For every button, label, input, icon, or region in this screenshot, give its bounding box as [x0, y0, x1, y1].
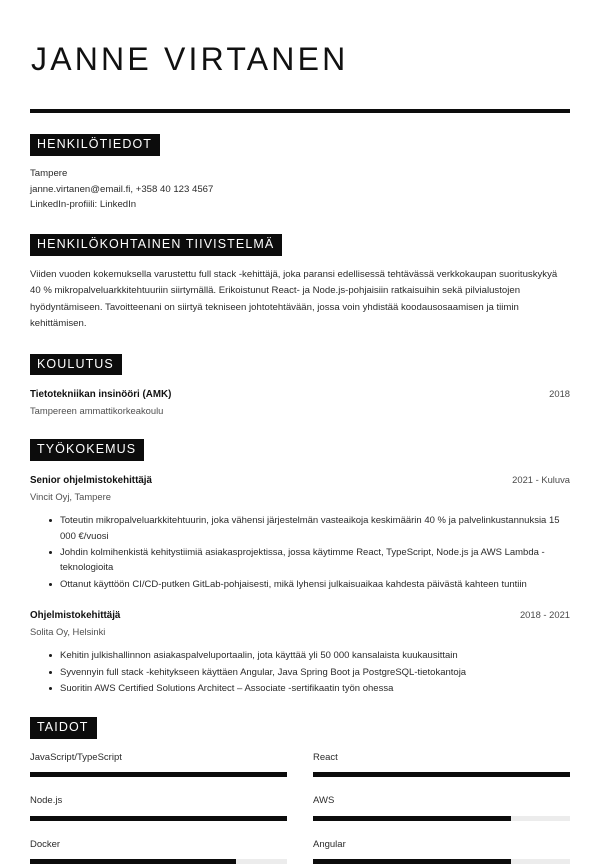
list-item: Suoritin AWS Certified Solutions Architect – Associate -sertifikaatin työn ohessa [49, 681, 570, 696]
skills-grid [30, 751, 570, 864]
header-divider [30, 109, 570, 113]
skill-bar-fill [30, 772, 287, 777]
skill-bar-track [30, 772, 287, 777]
section-heading-skills: TAIDOT [30, 717, 97, 739]
skill-bar-track [30, 859, 287, 864]
section-heading-experience: TYÖKOKEMUS [30, 439, 144, 461]
skill-bar-fill [30, 859, 236, 864]
section-heading-summary: HENKILÖKOHTAINEN TIIVISTELMÄ [30, 234, 282, 256]
skill-bar-track [30, 816, 287, 821]
education-degree: Tietotekniikan insinööri (AMK) [30, 389, 172, 401]
experience-entry [30, 608, 570, 696]
experience-bullets [30, 513, 570, 592]
section-experience [30, 439, 570, 696]
experience-entry-head [30, 608, 570, 623]
skill-item [313, 794, 570, 820]
skill-label: AWS [313, 795, 335, 807]
contact-line-location: Tampere [30, 167, 68, 179]
list-item: Kehitin julkishallinnon asiakaspalveluportaalin, jota käyttää yli 50 000 kansalaista kuukausittain [49, 648, 570, 663]
skill-label: JavaScript/TypeScript [30, 751, 122, 763]
section-heading-education: KOULUTUS [30, 354, 122, 376]
experience-entry-head [30, 473, 570, 488]
list-item: Toteutin mikropalveluarkkitehtuurin, joka vähensi järjestelmän vasteaikoja keskimäärin 40 % ja palvelinkustannuksia 15 000 €/vuosi [49, 513, 570, 544]
section-summary [30, 234, 570, 333]
experience-date: 2021 - Kuluva [512, 473, 570, 485]
list-item: Ottanut käyttöön CI/CD-putken GitLab-pohjaisesti, mikä lyhensi julkaisuaikaa kahdesta päivästä kahteen tuntiin [49, 577, 570, 592]
skill-label: Angular [313, 838, 346, 850]
contact-line-linkedin: LinkedIn-profiili: LinkedIn [30, 199, 137, 211]
contact-line-email-phone: janne.virtanen@email.fi, +358 40 123 4567 [30, 183, 214, 195]
experience-entry [30, 473, 570, 592]
education-institution: Tampereen ammattikorkeakoulu [30, 405, 164, 417]
skill-label: Docker [30, 838, 61, 850]
education-date: 2018 [549, 388, 570, 400]
section-contact [30, 134, 570, 213]
skill-item [313, 838, 570, 864]
skill-item [30, 838, 287, 864]
skill-item [30, 751, 287, 777]
skill-item [30, 794, 287, 820]
list-item: Syvennyin full stack -kehitykseen käyttäen Angular, Java Spring Boot ja PostgreSQL-tietokantoja [49, 665, 570, 680]
education-entry-head [30, 387, 570, 402]
experience-company: Vincit Oyj, Tampere [30, 491, 111, 503]
skill-bar-track [313, 859, 570, 864]
contact-details [30, 166, 570, 213]
experience-bullets [30, 648, 570, 696]
page-title: JANNE VIRTANEN [31, 41, 349, 77]
experience-job-title: Senior ohjelmistokehittäjä [30, 474, 152, 486]
skill-label: Node.js [30, 795, 63, 807]
education-entry [30, 387, 570, 418]
skill-bar-fill [313, 772, 570, 777]
section-education [30, 354, 570, 419]
skill-label: React [313, 751, 338, 763]
experience-company: Solita Oy, Helsinki [30, 626, 106, 638]
section-heading-contact: HENKILÖTIEDOT [30, 134, 160, 156]
skill-bar-fill [313, 859, 511, 864]
summary-text: Viiden vuoden kokemuksella varustettu full stack -kehittäjä, joka paransi edellisessä tehtävässä verkkokaupan suorituskykyä 40 % mikropalveluarkkitehtuuriin siirtymällä. Erikoistunut React- ja Node.js-pohjaisiin ratkaisuihin sekä pilvialustojen hyödyntämiseen. Tavoitteenani on siirtyä tekniseen johtotehtävään, jossa voin yhdistää koodausosaamisen ja tiimin kehittämisen. [30, 268, 558, 330]
skill-bar-track [313, 772, 570, 777]
list-item: Johdin kolmihenkistä kehitystiimiä asiakasprojektissa, jossa käytimme React, TypeScript, Node.js ja AWS Lambda -teknologioita [49, 545, 570, 576]
skill-bar-track [313, 816, 570, 821]
skill-bar-fill [30, 816, 287, 821]
section-skills [30, 717, 570, 863]
experience-date: 2018 - 2021 [519, 609, 570, 621]
experience-job-title: Ohjelmistokehittäjä [30, 610, 121, 622]
skill-item [313, 751, 570, 777]
skill-bar-fill [313, 816, 511, 821]
